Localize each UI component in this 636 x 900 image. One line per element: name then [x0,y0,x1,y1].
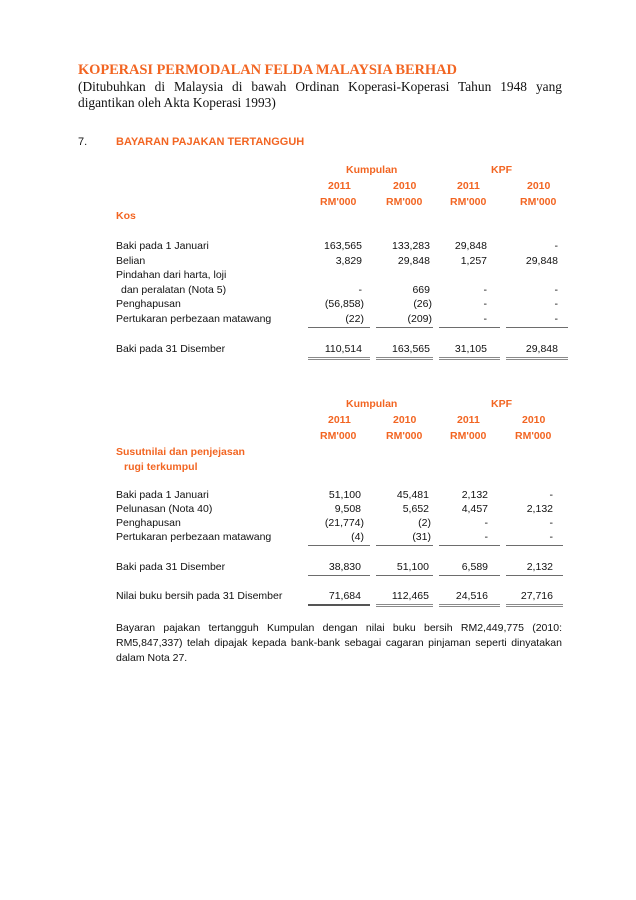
cost-heading: Kos [116,210,136,222]
cell-value: (56,858) [324,298,364,310]
cell-value: - [483,284,487,296]
cell-value: 45,481 [396,489,429,501]
cell-value: 5,652 [402,503,429,515]
total-rule [308,575,370,576]
note-paragraph: Bayaran pajakan tertangguh Kumpulan dengan nilai buku bersih RM2,449,775 (2010: RM5,847,337) telah dipajak kepada bank-bank sebagai cagaran pinjaman seperti dinyatakan dalam Nota 27. [116,622,562,664]
cell-value: 133,283 [392,240,430,252]
row-label: Pelunasan (Nota 40) [116,503,213,515]
depreciation-heading: Susutnilai dan penjejasan [116,446,245,458]
cell-value: 3,829 [335,255,362,267]
unit-header: RM'000 [450,430,487,442]
nbv-double-rule [439,604,500,607]
subtotal-rule [308,545,370,546]
row-label: Penghapusan [116,298,181,310]
subtotal-rule [439,327,500,328]
total-rule [439,575,500,576]
cell-value: 2,132 [461,489,488,501]
row-label: Penghapusan [116,517,181,529]
row-label: Nilai buku bersih pada 31 Disember [116,590,283,602]
total-double-rule [439,357,500,360]
year-header: 2011 [457,180,480,192]
subtotal-rule [308,327,370,328]
org-title: KOPERASI PERMODALAN FELDA MALAYSIA BERHAD [78,62,457,78]
cell-value: 669 [412,284,430,296]
cell-value: (21,774) [324,517,364,529]
cell-value: 112,465 [391,590,429,602]
cell-value: - [554,313,558,325]
year-header: 2011 [457,414,480,426]
total-rule [506,575,563,576]
group-header-kumpulan: Kumpulan [346,164,398,176]
cell-value: - [549,489,553,501]
subtotal-rule [376,327,433,328]
total-double-rule [376,357,433,360]
cell-value: 2,132 [526,561,553,573]
cell-value: 9,508 [334,503,361,515]
row-label: Baki pada 1 Januari [116,240,209,252]
cell-value: - [484,531,488,543]
row-label-continued: dan peralatan (Nota 5) [121,284,227,296]
cell-value: 163,565 [324,240,362,252]
cell-value: - [483,298,487,310]
year-header: 2010 [393,180,417,192]
cell-value: 29,848 [525,343,558,355]
cell-value: - [358,284,362,296]
cell-value: (2) [418,517,431,529]
cell-value: (31) [412,531,431,543]
nbv-double-rule [506,604,563,607]
cell-value: - [554,240,558,252]
unit-header: RM'000 [320,196,357,208]
unit-header: RM'000 [520,196,557,208]
cell-value: - [549,531,553,543]
year-header: 2010 [522,414,546,426]
row-label: Baki pada 1 Januari [116,489,209,501]
cell-value: 4,457 [461,503,488,515]
cell-value: 1,257 [460,255,487,267]
cell-value: 29,848 [454,240,487,252]
row-label: Pertukaran perbezaan matawang [116,313,272,325]
year-header: 2010 [527,180,551,192]
org-subtitle: (Ditubuhkan di Malaysia di bawah Ordinan Koperasi-Koperasi Tahun 1948 yang digantikan oleh Akta Koperasi 1993) [78,79,562,110]
cell-value: 29,848 [397,255,430,267]
cell-value: 110,514 [324,343,362,355]
year-header: 2011 [328,414,351,426]
cell-value: 31,105 [454,343,487,355]
cell-value: - [554,284,558,296]
cell-value: 2,132 [526,503,553,515]
cell-value: 51,100 [328,489,361,501]
cell-value: 51,100 [396,561,429,573]
subtotal-rule [506,327,568,328]
unit-header: RM'000 [450,196,487,208]
total-double-rule [308,357,370,360]
unit-header: RM'000 [386,430,423,442]
nbv-rule [308,604,370,606]
section-title: BAYARAN PAJAKAN TERTANGGUH [116,136,305,148]
unit-header: RM'000 [515,430,552,442]
group-header-kpf: KPF [491,398,512,410]
unit-header: RM'000 [386,196,423,208]
cell-value: 27,716 [520,590,553,602]
cell-value: - [483,313,487,325]
row-label: Baki pada 31 Disember [116,561,226,573]
year-header: 2010 [393,414,417,426]
cell-value: 29,848 [525,255,558,267]
cell-value: 163,565 [392,343,430,355]
cell-value: (4) [351,531,364,543]
cell-value: (26) [413,298,432,310]
section-number: 7. [78,136,88,148]
cell-value: - [554,298,558,310]
cell-value: 24,516 [455,590,488,602]
cell-value: 6,589 [461,561,488,573]
cell-value: 71,684 [328,590,361,602]
cell-value: (22) [345,313,364,325]
cell-value: 38,830 [328,561,361,573]
subtotal-rule [376,545,433,546]
group-header-kumpulan: Kumpulan [346,398,398,410]
row-label: Pindahan dari harta, loji [116,269,227,281]
unit-header: RM'000 [320,430,357,442]
subtotal-rule [439,545,500,546]
subtotal-rule [506,545,563,546]
row-label: Baki pada 31 Disember [116,343,226,355]
total-double-rule [506,357,568,360]
cell-value: (209) [407,313,432,325]
group-header-kpf: KPF [491,164,512,176]
cell-value: - [549,517,553,529]
row-label: Belian [116,255,146,267]
nbv-double-rule [376,604,433,607]
row-label: Pertukaran perbezaan matawang [116,531,272,543]
total-rule [376,575,433,576]
cell-value: - [484,517,488,529]
year-header: 2011 [328,180,351,192]
depreciation-heading-continued: rugi terkumpul [124,461,198,473]
